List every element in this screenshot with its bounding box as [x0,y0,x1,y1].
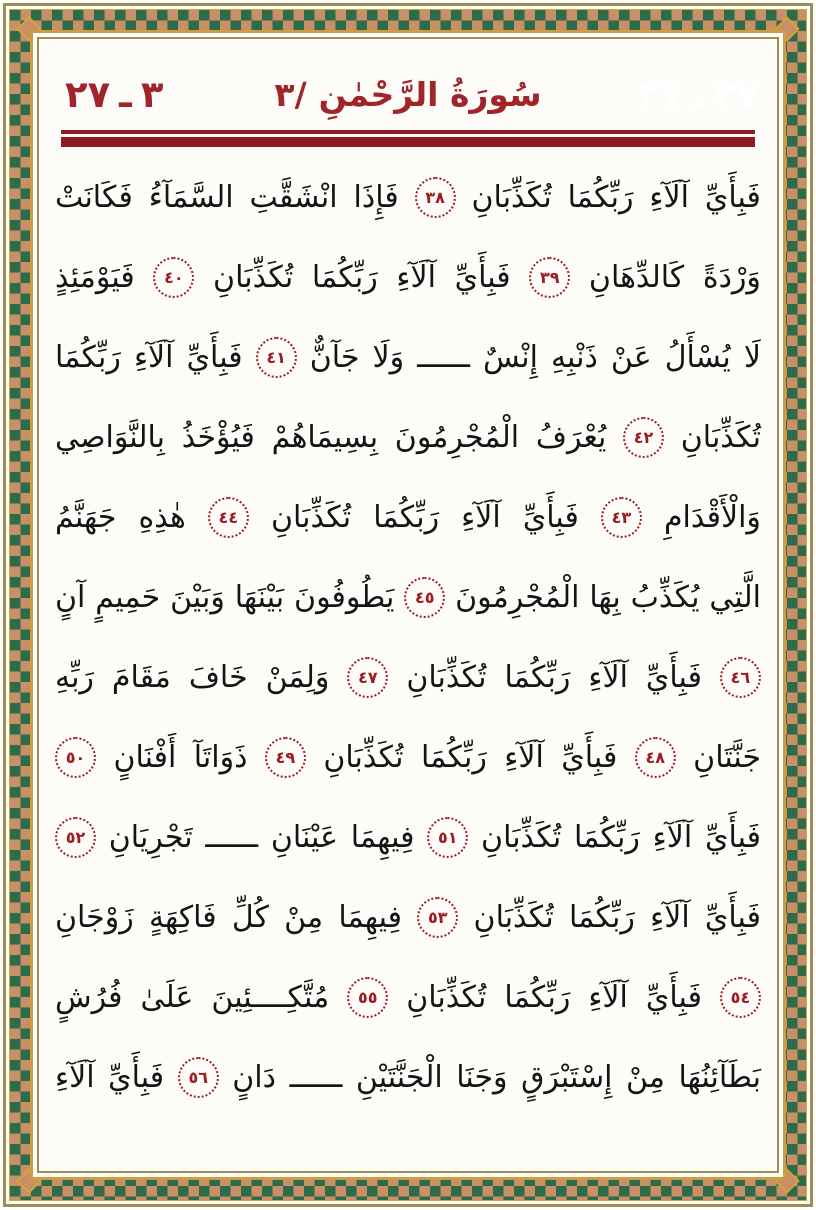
verse-number-marker [601,497,642,538]
verse-number: ٥١ [438,827,458,847]
verse-number-marker [347,977,388,1018]
verse-number: ٥٠ [65,747,86,767]
quran-word: فَبِأَيِّ [186,339,243,375]
quran-word: كَالدِّهَانِ [588,259,685,295]
verse-number-marker [55,817,96,858]
quran-word: فَبِأَيِّ [704,179,761,215]
quran-word: مِنْ [626,1059,665,1095]
quran-word: لَا [743,339,761,375]
quran-word: حَمِيمٍ [95,579,161,615]
verse-number: ٥٢ [65,827,86,847]
quran-line [55,797,761,877]
quran-word: وَبَيْنَ [170,579,225,615]
page-info-token: ـ [692,72,705,116]
juz-page-info-left [53,73,163,116]
quran-word: فِيهِمَا [338,899,403,935]
verse-number: ٥٣ [428,907,448,927]
quran-word: ــــــ [417,339,470,375]
quran-line [55,557,761,637]
verse-number: ٥٥ [357,987,378,1007]
quran-word: السَّمَآءُ [148,179,234,215]
surah-name: سُورَةُ الرَّحْمٰنِ [318,74,542,114]
quran-word: زَوْجَانِ [55,899,134,935]
quran-word: بِسِيمَاهُمْ [271,419,379,455]
quran-word: بَطَآئِنُهَا [678,1059,761,1095]
verse-number-marker [417,897,458,938]
surah-title [274,75,541,114]
divider-thick-line [61,137,755,147]
verse-number-marker [208,497,249,538]
quran-word: مَقَامَ [111,659,171,695]
verse-number-marker [153,257,194,298]
page-info-token: ٢٧ [713,72,759,116]
verse-number-marker [720,657,761,698]
quran-word: رَبِّكُمَا [573,819,640,855]
quran-word: مُتَّكِــــئِينَ [211,979,330,1015]
quran-word: آلَآءِ [588,659,628,695]
quran-word: آلَآءِ [461,499,501,535]
quran-word: آلَآءِ [649,179,689,215]
quran-word: ذَنْبِهِ [550,339,598,375]
quran-word: فَبِأَيِّ [561,739,618,775]
page-info-token: ـ [119,72,132,116]
verse-number: ٥٦ [188,1067,208,1087]
verse-number-marker [404,577,445,618]
quran-word: فَبِأَيِّ [645,659,702,695]
quran-word: أَفْنَانٍ [113,739,177,775]
page-header [53,65,763,123]
quran-word: فَبِأَيِّ [645,979,702,1015]
quran-word: فَبِأَيِّ [704,819,761,855]
quran-word: ــــــ [289,1059,343,1095]
verse-number-marker [529,257,570,298]
quran-word: تُكَذِّبَانِ [471,179,552,215]
quran-word: فَبِأَيِّ [522,499,579,535]
quran-word: آلَآءِ [650,899,690,935]
page-info-token: ٣ [140,72,164,116]
quran-word: جَهَنَّمُ [55,499,117,535]
quran-line [55,397,761,477]
quran-line [55,477,761,557]
quran-word: وَلَا [372,339,405,375]
verse-number-marker [178,1057,219,1098]
quran-word: ــــــ [205,819,259,855]
quran-word: عَلَىٰ [140,979,194,1015]
quran-line [55,877,761,957]
quran-word: عَيْنَانِ [270,819,339,855]
verse-number-marker [427,817,468,858]
quran-word: آلَآءِ [652,819,693,855]
quran-word: رَبِّكُمَا [504,979,571,1015]
verse-number-marker [720,977,761,1018]
quran-line [55,237,761,317]
quran-word: آلَآءِ [588,979,628,1015]
juz-page-info-right [638,73,763,116]
quran-word: رَبِّهِ [55,659,94,695]
quran-word: فَكَانَتْ [55,179,133,215]
quran-line [55,1037,761,1117]
quran-word: رَبِّكُمَا [311,259,378,295]
quran-word: رَبِّكُمَا [373,499,440,535]
verse-number: ٤٤ [218,507,239,527]
verse-number: ٤٥ [414,587,435,607]
quran-word: فَيُؤْخَذُ [181,419,255,455]
quran-word: آلَآءِ [504,739,544,775]
quran-word: آلَآءِ [133,339,174,375]
quran-word: فِيهِمَا [350,819,415,855]
quran-word: رَبِّكُمَا [504,659,571,695]
quran-word: فَبِأَيِّ [454,259,511,295]
quran-lines [53,157,763,1171]
quran-line [55,317,761,397]
verse-number-marker [635,737,676,778]
quran-word: يُكَذِّبُ [630,579,700,615]
quran-word: تُكَذِّبَانِ [680,419,761,455]
quran-word: الْمُجْرِمُونَ [455,579,580,615]
quran-word: الَّتِي [709,579,761,615]
quran-word: انْشَقَّتِ [249,179,338,215]
quran-word: بَيْنَهَا [234,579,285,615]
quran-word: خَافَ [188,659,248,695]
quran-line [55,637,761,717]
quran-word: عَنْ [610,339,652,375]
quran-word: رَبِّكُمَا [55,339,121,375]
verse-number: ٤١ [266,347,286,367]
quran-word: تُكَذِّبَانِ [406,659,487,695]
quran-word: ذَوَاتَآ [193,739,248,775]
quran-word: كُلِّ [231,899,269,935]
quran-word: بِالنَّوَاصِي [55,419,165,455]
quran-word: رَبِّكُمَا [567,179,634,215]
quran-word: يُعْرَفُ [535,419,607,455]
quran-word: فَاكِهَةٍ [148,899,217,935]
verse-number: ٣٩ [540,267,560,287]
quran-word: تُكَذِّبَانِ [406,979,487,1015]
quran-word: تُكَذِّبَانِ [481,819,562,855]
quran-line [55,717,761,797]
verse-number: ٤٣ [611,507,632,527]
quran-word: تُكَذِّبَانِ [270,499,352,535]
verse-number: ٤٠ [164,267,184,287]
quran-line [55,157,761,237]
verse-number: ٤٨ [645,747,665,767]
quran-word: تَجْرِيَانِ [108,819,193,855]
quran-word: إِنْسٌ [482,339,538,375]
quran-word: تُكَذِّبَانِ [213,259,294,295]
quran-word: تُكَذِّبَانِ [473,899,554,935]
verse-number-marker [256,337,297,378]
verse-number-marker [347,657,388,698]
quran-word: آنٍ [55,579,86,615]
quran-word: وَجَنَا [456,1059,508,1095]
quran-word: آلَآءِ [55,1059,95,1095]
quran-word: فَبِأَيِّ [704,899,761,935]
quran-word: إِسْتَبْرَقٍ [521,1059,613,1095]
verse-number-marker [623,417,664,458]
quran-word: تُكَذِّبَانِ [323,739,404,775]
quran-word: هٰذِهِ [138,499,186,535]
quran-word: جَآنٌّ [309,339,360,375]
verse-number-marker [415,177,456,218]
verse-number: ٤٦ [730,667,751,687]
quran-word: الْجَنَّتَيْنِ [355,1059,443,1095]
surah-number-prefix: ٣/ [274,74,307,114]
quran-word: فَيَوْمَئِذٍ [55,259,135,295]
quran-word: مِنْ [284,899,324,935]
quran-word: الْمُجْرِمُونَ [394,419,520,455]
verse-number: ٤٢ [633,427,654,447]
quran-word: دَانٍ [232,1059,276,1095]
quran-word: يُسْأَلُ [664,339,731,375]
quran-word: فُرُشٍ [55,979,123,1015]
quran-word: وَرْدَةً [702,259,761,295]
page-info-token: ٢٧ [65,72,111,116]
quran-word: وَلِمَنْ [265,659,330,695]
quran-word: يَطُوفُونَ [294,579,395,615]
quran-line [55,957,761,1037]
quran-word: فَبِأَيِّ [108,1059,165,1095]
page-content [39,39,777,1171]
header-divider [61,130,755,147]
verse-number: ٣٨ [425,187,445,207]
quran-word: وَالْأَقْدَامِ [663,499,761,535]
verse-number: ٤٩ [275,747,296,767]
quran-word: رَبِّكُمَا [420,739,487,775]
verse-number-marker [55,737,96,778]
quran-word: رَبِّكُمَا [568,899,635,935]
verse-number-marker [265,737,306,778]
quran-word: فَإِذَا [353,179,399,215]
verse-number: ٤٧ [358,667,378,687]
verse-number: ٥٤ [730,987,751,1007]
quran-word: جَنَّتَانِ [693,739,761,775]
quran-word: بِهَا [589,579,621,615]
page-info-token: ٢٧ [638,72,684,116]
quran-word: آلَآءِ [396,259,436,295]
